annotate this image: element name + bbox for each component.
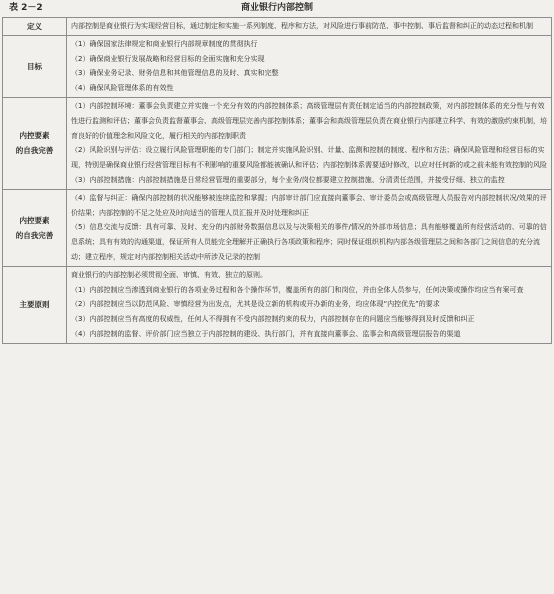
table-header: [0, 0, 554, 16]
content-paragraph: （4）确保风险管理体系的有效性: [71, 84, 174, 93]
row-content: [67, 266, 552, 343]
table-title: 商业银行内部控制: [240, 3, 313, 13]
internal-control-table: [2, 17, 552, 344]
table-row-elements-2: [3, 189, 552, 266]
table-number: 表 2－2: [9, 3, 43, 13]
row-content: [67, 35, 552, 97]
row-content: [67, 18, 552, 36]
row-label-line: 的自我完善: [15, 230, 54, 240]
content-paragraph: （3）确保业务记录、财务信息和其他管理信息的及时、真实和完整: [71, 69, 279, 78]
content-paragraph: （4）监督与纠正：确保内部控制的状况能够被连续监控和掌握；内部审计部门应直接向董事会、审计委员会或高级管理人员报告对内部控制状况/效果的评价结果；内部控制的不足之处应及时向适当的管理人员汇报并及时处理和纠正: [71, 193, 547, 217]
row-label-line: 内控要素: [19, 131, 50, 141]
content-paragraph: （2）内部控制应当以防范风险、审慎经营为出发点，尤其是设立新的机构或开办新的业务，均应体现“内控优先”的要求: [71, 300, 440, 309]
row-label: 主要原则: [3, 266, 67, 343]
row-label-line: 的自我完善: [15, 146, 54, 156]
table-row-definition: [3, 18, 552, 36]
row-label-line: 内控要素: [19, 215, 50, 225]
content-paragraph: （1）内部控制环境：董事会负责建立并实施一个充分有效的内部控制体系；高级管理层有责任制定适当的内部控制政策，对内部控制体系的充分性与有效性进行监测和评估；董事会负责监督董事会、高级管理层完善内部控制体系；董事会和高级管理层负责在商业银行内部建立科学、有效的激励约束机制，培育良好的价值理念和风险文化，履行相关的内部控制职责: [71, 101, 547, 140]
row-label: 定义: [3, 18, 67, 36]
table-row-principles: [3, 266, 552, 343]
row-label: [3, 97, 67, 189]
table-row-elements-1: [3, 97, 552, 189]
row-content: [67, 97, 552, 189]
content-paragraph: （2）确保商业银行发展战略和经营目标的全面实施和充分实现: [71, 54, 265, 63]
content-paragraph: （4）内部控制的监督、评价部门应当独立于内部控制的建设、执行部门，并有直接向董事会、监事会和高级管理层报告的渠道: [71, 329, 461, 338]
content-paragraph: （1）内部控制应当渗透到商业银行的各项业务过程和各个操作环节，覆盖所有的部门和岗位，并由全体人员参与，任何决策或操作均应当有案可查: [71, 285, 524, 294]
row-label: 目标: [3, 35, 67, 97]
row-content: [67, 189, 552, 266]
content-paragraph: 商业银行的内部控制必须贯彻全面、审慎、有效、独立的原则。: [71, 270, 267, 279]
content-paragraph: （1）确保国家法律规定和商业银行内部规章制度的贯彻执行: [71, 39, 258, 48]
content-paragraph: （5）信息交流与反馈：具有可靠、及时、充分的内部财务数据信息以及与决策相关的事件/情况的外部市场信息；具有能够覆盖所有经营活动的、可靠的信息系统；具有有效的沟通渠道，保证所有人员能完全理解并正确执行各项政策和程序；同时保证组织机构内部各级管理层之间和各部门之间信息的充分流动；建立程序，规定对内部控制相关活动中所涉及记录的控制: [71, 223, 547, 261]
row-label: [3, 189, 67, 266]
content-paragraph: （3）内部控制措施：内部控制措施是日常经营管理的重要部分，每个业务/岗位都要建立控制措施、分清责任范围，并接受仔细、独立的监控: [71, 175, 505, 184]
content-paragraph: （2）风险识别与评估：设立履行风险管理职能的专门部门；制定并实施风险识别、计量、监测和控制的制度、程序和方法；确保风险管理和经营目标的实现，特别是确保商业银行经营管理目标有不利影响的重要风险都能被确认和评估；内部控制体系需要适时修改，以应对任何新的或之前未能有效控制的风险: [71, 146, 547, 170]
content-paragraph: （3）内部控制应当有高度的权威性，任何人不得拥有不受内部控制约束的权力，内部控制存在的问题应当能够得到及时反馈和纠正: [71, 315, 475, 324]
table-row-objectives: [3, 35, 552, 97]
content-paragraph: 内部控制是商业银行为实现经营目标，通过制定和实施一系列制度、程序和方法，对风险进行事前防范、事中控制、事后监督和纠正的动态过程和机制: [71, 22, 533, 30]
